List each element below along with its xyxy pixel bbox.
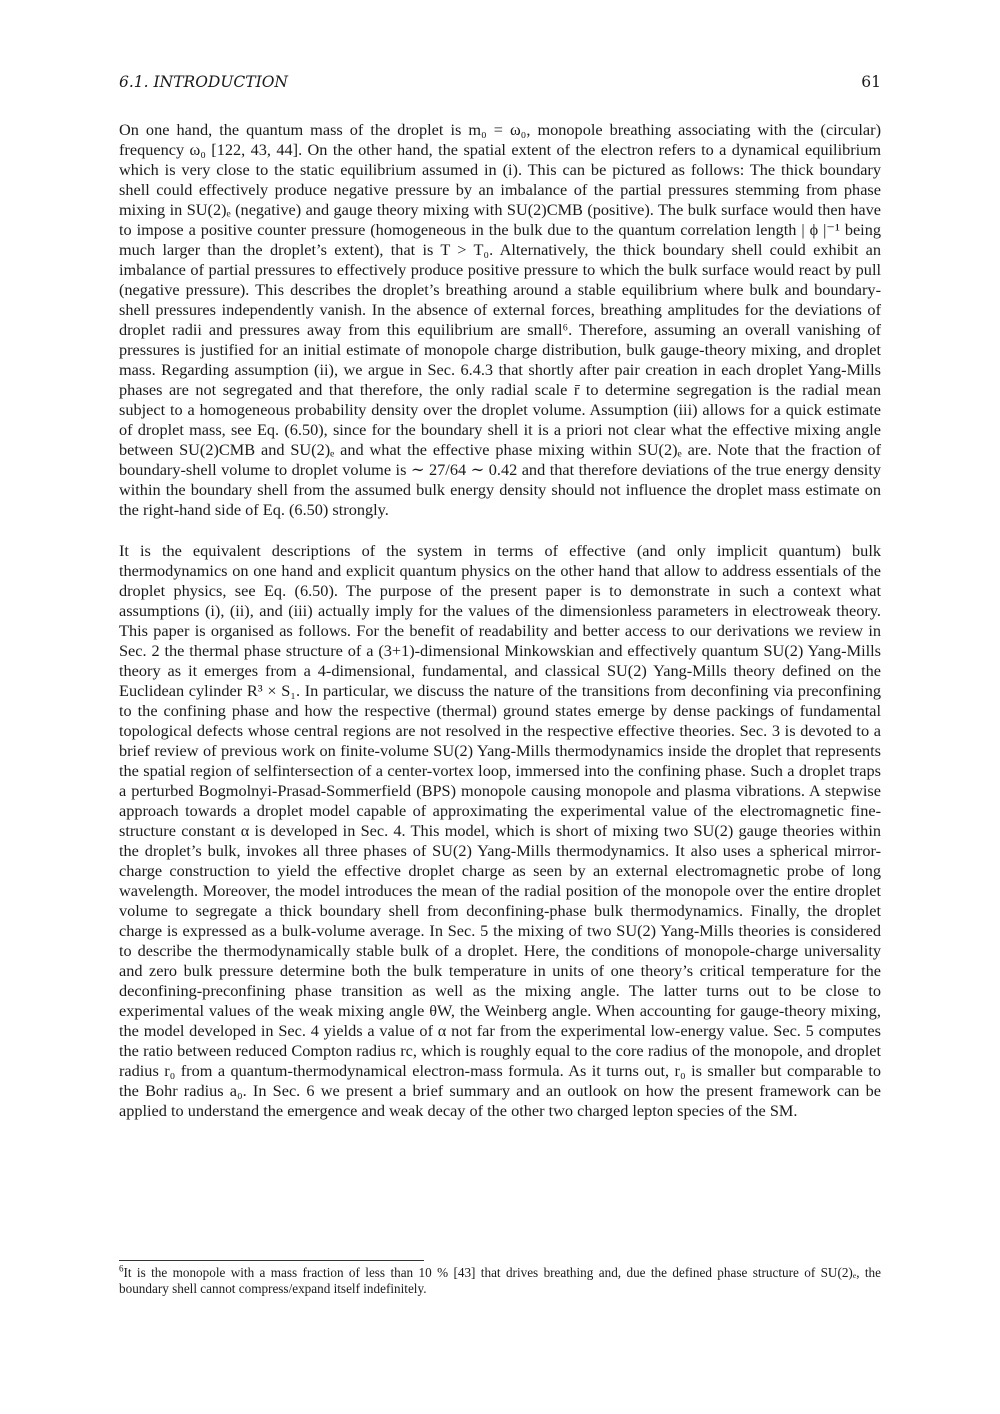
footnote-rule (119, 1260, 424, 1261)
page (119, 72, 881, 1296)
section-title: 6.1. INTRODUCTION (119, 73, 288, 91)
page-number: 61 (861, 73, 881, 91)
paragraph-droplet-equilibrium: On one hand, the quantum mass of the droplet is m₀ = ω₀, monopole breathing associating with the (circular) frequency ω₀ [122, 43, 44]. On the other hand, the spatial extent of the electron refers to a dynamical equilibrium which is very close to the static equilibrium assumed in (i). This can be pictured as follows: The thick boundary shell could effectively produce negative pressure by an imbalance of the partial pressures stemming from phase mixing in SU(2)ₑ (negative) and gauge theory mixing with SU(2)CMB (positive). The bulk surface would then have to impose a positive counter pressure (homogeneous in the bulk due to the quantum correlation length | ϕ |⁻¹ being much larger than the droplet’s extent), that is T > T₀. Alternatively, the thick boundary shell could exhibit an imbalance of partial pressures to effectively produce positive pressure to which the bulk surface would react by pull (negative pressure). This describes the droplet’s breathing around a stable equilibrium where bulk and boundary-shell pressures independently vanish. In the absence of external forces, breathing amplitudes for the deviations of droplet radii and pressures away from this equilibrium are small⁶. Therefore, assuming an overall vanishing of pressures is justified for an initial estimate of monopole charge distribution, bulk gauge-theory mixing, and droplet mass. Regarding assumption (ii), we argue in Sec. 6.4.3 that shortly after pair creation in each droplet Yang-Mills phases are not segregated and that therefore, the only radial scale r̄ to determine segregation is the radial mean subject to a homogeneous probability density over the droplet volume. Assumption (iii) allows for a quick estimate of droplet mass, see Eq. (6.50), since for the boundary shell it is a priori not clear what the effective mixing angle between SU(2)CMB and SU(2)ₑ and what the effective phase mixing within SU(2)ₑ are. Note that the fraction of boundary-shell volume to droplet volume is ∼ 27/64 ∼ 0.42 and that therefore deviations of the true energy density within the boundary shell from the assumed bulk energy density should not influence the droplet mass estimate on the right-hand side of Eq. (6.50) strongly. (119, 120, 881, 519)
footnote-6 (119, 1265, 881, 1297)
footnote-mark: 6 (119, 1263, 124, 1274)
running-header (119, 72, 881, 92)
paragraph-paper-outline: It is the equivalent descriptions of the system in terms of effective (and only implicit quantum) bulk thermodynamics on one hand and explicit quantum physics on the other hand that allow to address essentials of the droplet physics, see Eq. (6.50). The purpose of the present paper is to demonstrate in such a context what assumptions (i), (ii), and (iii) actually imply for the values of the dimensionless parameters in electroweak theory. This paper is organised as follows. For the benefit of readability and better access to our derivations we review in Sec. 2 the thermal phase structure of a (3+1)-dimensional Minkowskian and effectively quantum SU(2) Yang-Mills theory as it emerges from a 4-dimensional, fundamental, and classical SU(2) Yang-Mills theory defined on the Euclidean cylinder R³ × S₁. In particular, we discuss the nature of the transitions from deconfining via preconfining to the confining phase and how the respective (thermal) ground states emerge by dense packings of fundamental topological defects whose central regions are not resolved in the respective effective theories. Sec. 3 is devoted to a brief review of previous work on finite-volume SU(2) Yang-Mills thermodynamics inside the droplet that represents the spatial region of selfintersection of a center-vortex loop, immersed into the confining phase. Such a droplet traps a perturbed Bogmolnyi-Prasad-Sommerfield (BPS) monopole causing monopole and plasma vibrations. A stepwise approach towards a droplet model capable of approximating the experimental value of the electromagnetic fine-structure constant α is developed in Sec. 4. This model, which is short of mixing two SU(2) gauge theories within the droplet’s bulk, invokes all three phases of SU(2) Yang-Mills thermodynamics. It also uses a spherical mirror-charge construction to yield the effective droplet charge as seen by an external electromagnetic probe of long wavelength. Moreover, the model introduces the mean of the radial position of the monopole over the entire droplet volume to segregate a thick boundary shell from deconfining-phase bulk thermodynamics. Finally, the droplet charge is expressed as a bulk-volume average. In Sec. 5 the mixing of two SU(2) Yang-Mills theories is considered to describe the thermodynamically stable bulk of a droplet. Here, the conditions of monopole-charge universality and zero bulk pressure determine both the bulk temperature in units of one theory’s critical temperature for the deconfining-preconfining phase transition as well as the mixing angle. The latter turns out to be close to experimental values of the weak mixing angle θW, the Weinberg angle. When accounting for gauge-theory mixing, the model developed in Sec. 4 yields a value of α not far from the experimental low-energy value. Sec. 5 computes the ratio between reduced Compton radius rc, which is roughly equal to the core radius of the monopole, and droplet radius r₀ from a quantum-thermodynamical electron-mass formula. As it turns out, r₀ is smaller but comparable to the Bohr radius a₀. In Sec. 6 we present a brief summary and an outlook on how the present framework can be applied to understand the emergence and weak decay of the other two charged lepton species of the SM. (119, 541, 881, 1120)
footnote-text: It is the monopole with a mass fraction of less than 10 % [43] that drives breathing and, due the defined phase structure of SU(2)ₑ, the boundary shell cannot compress/expand itself indefinitely. (119, 1265, 881, 1296)
